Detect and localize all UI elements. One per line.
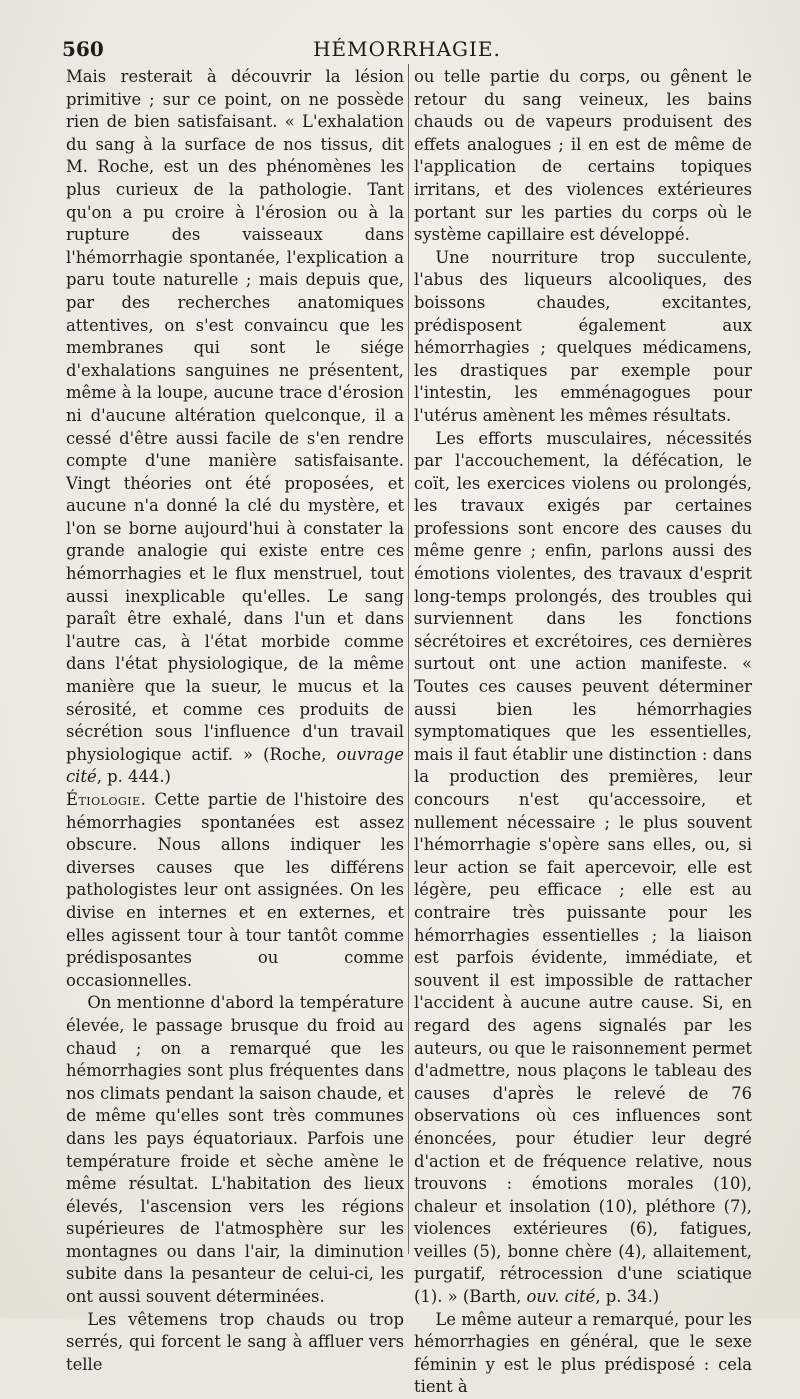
paragraph-text: Cette partie de l'histoire des hémorrhagies spontanées est assez obscure. Nous allons indiquer les diverses causes que les différens pathologistes leur ont assignées. On les divise en internes et en externes, et elles agissent tour à tour tantôt comme prédisposantes ou comme occasionnelles.: [66, 790, 404, 990]
paragraph: Les vêtemens trop chauds ou trop serrés, qui forcent le sang à affluer vers telle: [66, 1309, 404, 1374]
paragraph-text: Mais resterait à découvrir la lésion primitive ; sur ce point, on ne possède rien de bien satisfaisant. « L'exhalation du sang à la surface de nos tissus, dit M. Roche, est un des phénomènes les plus curieux de la pathologie. Tant qu'on a pu croire à l'érosion ou à la rupture des vaisseaux dans l'hémorrhagie spontanée, l'explication a paru toute naturelle ; mais depuis que, par des recherches anatomiques attentives, on s'est convaincu que les membranes qui sont le siége d'exhalations sanguines ne présentent, même à la loupe, aucune trace d'érosion ni d'aucune altération quelconque, il a cessé d'être aussi facile de s'en rendre compte d'une manière satisfaisante. Vingt théories ont été proposées, et aucune n'a donné la clé du mystère, et l'on se borne aujourd'hui à constater la grande analogie qui existe entre ces hémorrhagies et le flux menstruel, tout aussi inexplicable qu'elles. Le sang paraît être exhalé, dans l'un et dans l'autre cas, à l'état morbide comme dans l'état physiologique, de la même manière que la sueur, le mucus et la sérosité, et comme ces produits de sécrétion sous l'influence d'un travail physiologique actif. » (Roche,: [66, 67, 404, 764]
citation-page: , p. 34.): [595, 1287, 660, 1307]
citation-page: , p. 444.): [96, 767, 171, 787]
running-title: HÉMORRHAGIE.: [313, 37, 501, 61]
paragraph: ou telle partie du corps, ou gênent le retour du sang veineux, les bains chauds ou de vapeurs produisent des effets analogues ; il en est de même de l'application de certains topiques irritans, et des violences extérieures portant sur les parties du corps où le système capillaire est développé.: [414, 67, 752, 245]
paragraph: [414, 428, 752, 1309]
citation-work: ouv. cité: [526, 1287, 596, 1307]
paragraph: On mentionne d'abord la température élevée, le passage brusque du froid au chaud ; on a remarqué que les hémorrhagies sont plus fréquentes dans nos climats pendant la saison chaude, et de même qu'elles sont très communes dans les pays équatoriaux. Parfois une température froide et sèche amène le même résultat. L'habitation des lieux élevés, l'ascension vers les régions supérieures de l'atmosphère sur les montagnes ou dans l'air, la diminution subite dans la pesanteur de celui-ci, les ont aussi souvent déterminées.: [66, 993, 404, 1307]
page-header: [62, 34, 752, 64]
paragraph: [66, 789, 404, 992]
paragraph-text: Les efforts musculaires, nécessités par l'accouchement, la défécation, le coït, les exercices violens ou prolongés, les travaux exigés par certaines professions sont encore des causes du même genre ; enfin, parlons aussi des émotions violentes, des travaux d'esprit long-temps prolongés, des troubles qui surviennent dans les fonctions sécrétoires et excrétoires, ces dernières surtout ont une action manifeste. « Toutes ces causes peuvent déterminer aussi bien les hémorrhagies symptomatiques que les essentielles, mais il faut établir une distinction : dans la production des premières, leur concours n'est qu'accessoire, et nullement nécessaire ; le plus souvent l'hémorrhagie s'opère sans elles, ou, si leur action se fait apercevoir, elle est légère, peu efficace ; elle est au contraire très puissante pour les hémorrhagies essentielles ; la liaison est parfois évidente, immédiate, et souvent il est impossible de rattacher l'accident à aucune autre cause. Si, en regard des agens signalés par les auteurs, ou que le raisonnement permet d'admettre, nous plaçons le tableau des causes d'après le relevé de 76 observations où ces influences sont énoncées, pour étudier leur degré d'action et de fréquence relative, nous trouvons : émotions morales (10), chaleur et insolation (10), pléthore (7), violences extérieures (6), fatigues, veilles (5), bonne chère (4), allaitement, purgatif, rétrocession d'une sciatique (1). » (Barth,: [414, 428, 752, 1307]
paragraph: [66, 66, 404, 789]
page-number: 560: [62, 37, 104, 61]
paragraph: Le même auteur a remarqué, pour les hémorrhagies en général, que le sexe féminin y est le plus prédisposé : cela tient à: [414, 1309, 752, 1397]
citation-work: ouvrage cité: [66, 744, 404, 787]
right-column: [414, 66, 752, 1399]
left-column: [66, 66, 404, 1376]
section-heading: Étiologie.: [66, 790, 147, 809]
paragraph: Une nourriture trop succulente, l'abus des liqueurs alcooliques, des boissons chaudes, excitantes, prédisposent également aux hémorrhagies ; quelques médicamens, les drastiques par exemple pour l'intestin, les emménagogues pour l'utérus amènent les mêmes résultats.: [414, 247, 752, 425]
column-divider: [408, 64, 409, 1254]
